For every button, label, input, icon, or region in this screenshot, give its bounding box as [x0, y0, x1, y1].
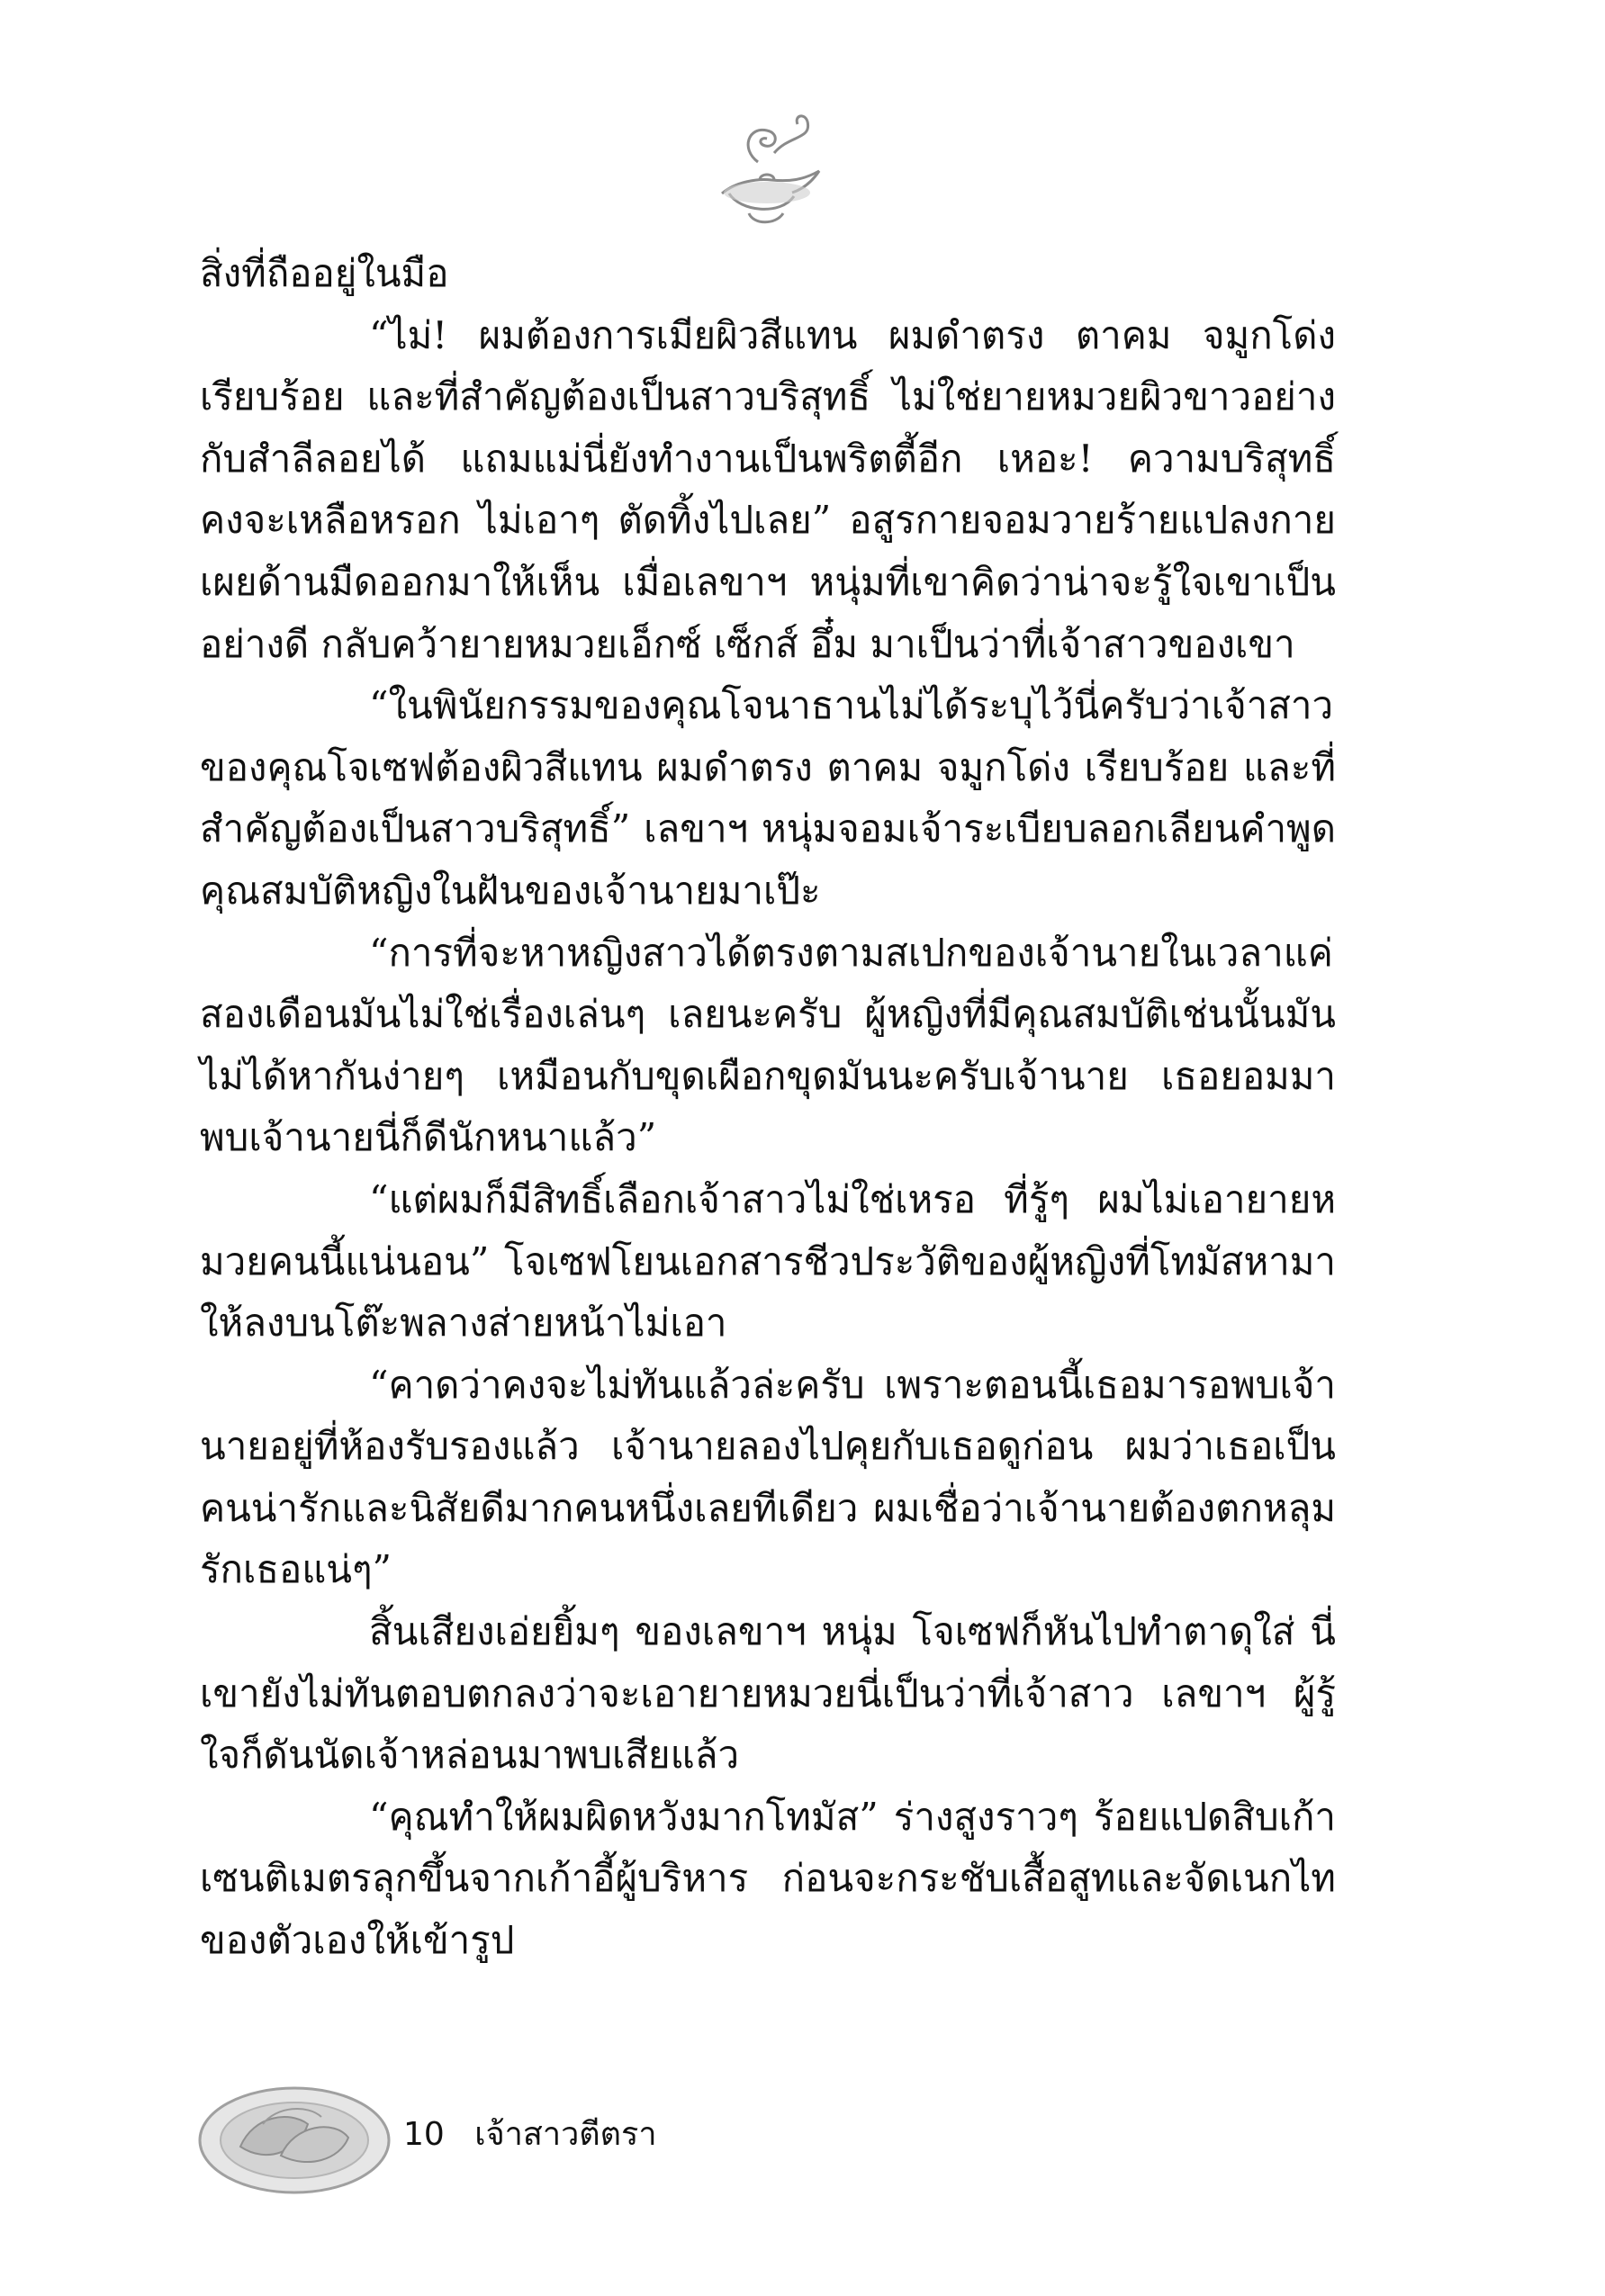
- paragraph: “การที่จะหาหญิงสาวได้ตรงตามสเปกของเจ้านายในเวลาแค่สองเดือนมันไม่ใช่เรื่องเล่นๆ เลยนะครับ ผู้หญิงที่มีคุณสมบัติเช่นนั้นมันไม่ได้หากันง่ายๆ เหมือนกับขุดเผือกขุดมันนะครับเจ้านาย เธอยอมมาพบเจ้านายนี่ก็ดีนักหนาแล้ว”: [200, 930, 1336, 1160]
- paragraph: “แต่ผมก็มีสิทธิ์เลือกเจ้าสาวไม่ใช่เหรอ ที่รู้ๆ ผมไม่เอายายหมวยคนนี้แน่นอน” โจเซฟโยนเอกสารชีวประวัติของผู้หญิงที่โทมัสหามาให้ลงบนโต๊ะพลางส่ายหน้าไม่เอา: [200, 1176, 1336, 1346]
- paragraph: “คุณทำให้ผมผิดหวังมากโทมัส” ร่างสูงราวๆ ร้อยแปดสิบเก้าเซนติเมตรลุกขึ้นจากเก้าอี้ผู้บริหาร ก่อนจะกระชับเสื้อสูทและจัดเนกไทของตัวเองให้เข้ารูป: [200, 1794, 1336, 1963]
- bread-dish-icon: [191, 2070, 398, 2205]
- book-title: เจ้าสาวตีตรา: [474, 2116, 657, 2153]
- paragraph: สิ่งที่ถืออยู่ในมือ: [200, 251, 449, 295]
- page-footer: [403, 2108, 657, 2159]
- page-number: 10: [403, 2116, 445, 2153]
- paragraph: สิ้นเสียงเอ่ยยิ้มๆ ของเลขาฯ หนุ่ม โจเซฟก็หันไปทำตาดุใส่ นี่เขายังไม่ทันตอบตกลงว่าจะเอายายหมวยนี่เป็นว่าที่เจ้าสาว เลขาฯ ผู้รู้ใจก็ดันนัดเจ้าหล่อนมาพบเสียแล้ว: [200, 1609, 1336, 1778]
- paragraph: “คาดว่าคงจะไม่ทันแล้วล่ะครับ เพราะตอนนี้เธอมารอพบเจ้านายอยู่ที่ห้องรับรองแล้ว เจ้านายลองไปคุยกับเธอดูก่อน ผมว่าเธอเป็นคนน่ารักและนิสัยดีมากคนหนึ่งเลยทีเดียว ผมเชื่อว่าเจ้านายต้องตกหลุมรักเธอแน่ๆ”: [200, 1362, 1336, 1592]
- body-text: [200, 243, 1336, 1972]
- paragraph: “ในพินัยกรรมของคุณโจนาธานไม่ได้ระบุไว้นี่ครับว่าเจ้าสาวของคุณโจเซฟต้องผิวสีแทน ผมดำตรง ตาคม จมูกโด่ง เรียบร้อย และที่สำคัญต้องเป็นสาวบริสุทธิ์” เลขาฯ หนุ่มจอมเจ้าระเบียบลอกเลียนคำพูดคุณสมบัติหญิงในฝันของเจ้านายมาเป๊ะ: [200, 683, 1337, 913]
- magic-lamp-icon: [704, 99, 830, 234]
- paragraph: “ไม่! ผมต้องการเมียผิวสีแทน ผมดำตรง ตาคม จมูกโด่ง เรียบร้อย และที่สำคัญต้องเป็นสาวบริสุทธิ์ ไม่ใช่ยายหมวยผิวขาวอย่างกับสำลีลอยได้ แถมแม่นี่ยังทำงานเป็นพริตตี้อีก เหอะ! ความบริสุทธิ์คงจะเหลือหรอก ไม่เอาๆ ตัดทิ้งไปเลย” อสูรกายจอมวายร้ายแปลงกายเผยด้านมืดออกมาให้เห็น เมื่อเลขาฯ หนุ่มที่เขาคิดว่าน่าจะรู้ใจเขาเป็นอย่างดี กลับคว้ายายหมวยเอ็กซ์ เซ็กส์ อึ๋ม มาเป็นว่าที่เจ้าสาวของเขา: [200, 312, 1336, 666]
